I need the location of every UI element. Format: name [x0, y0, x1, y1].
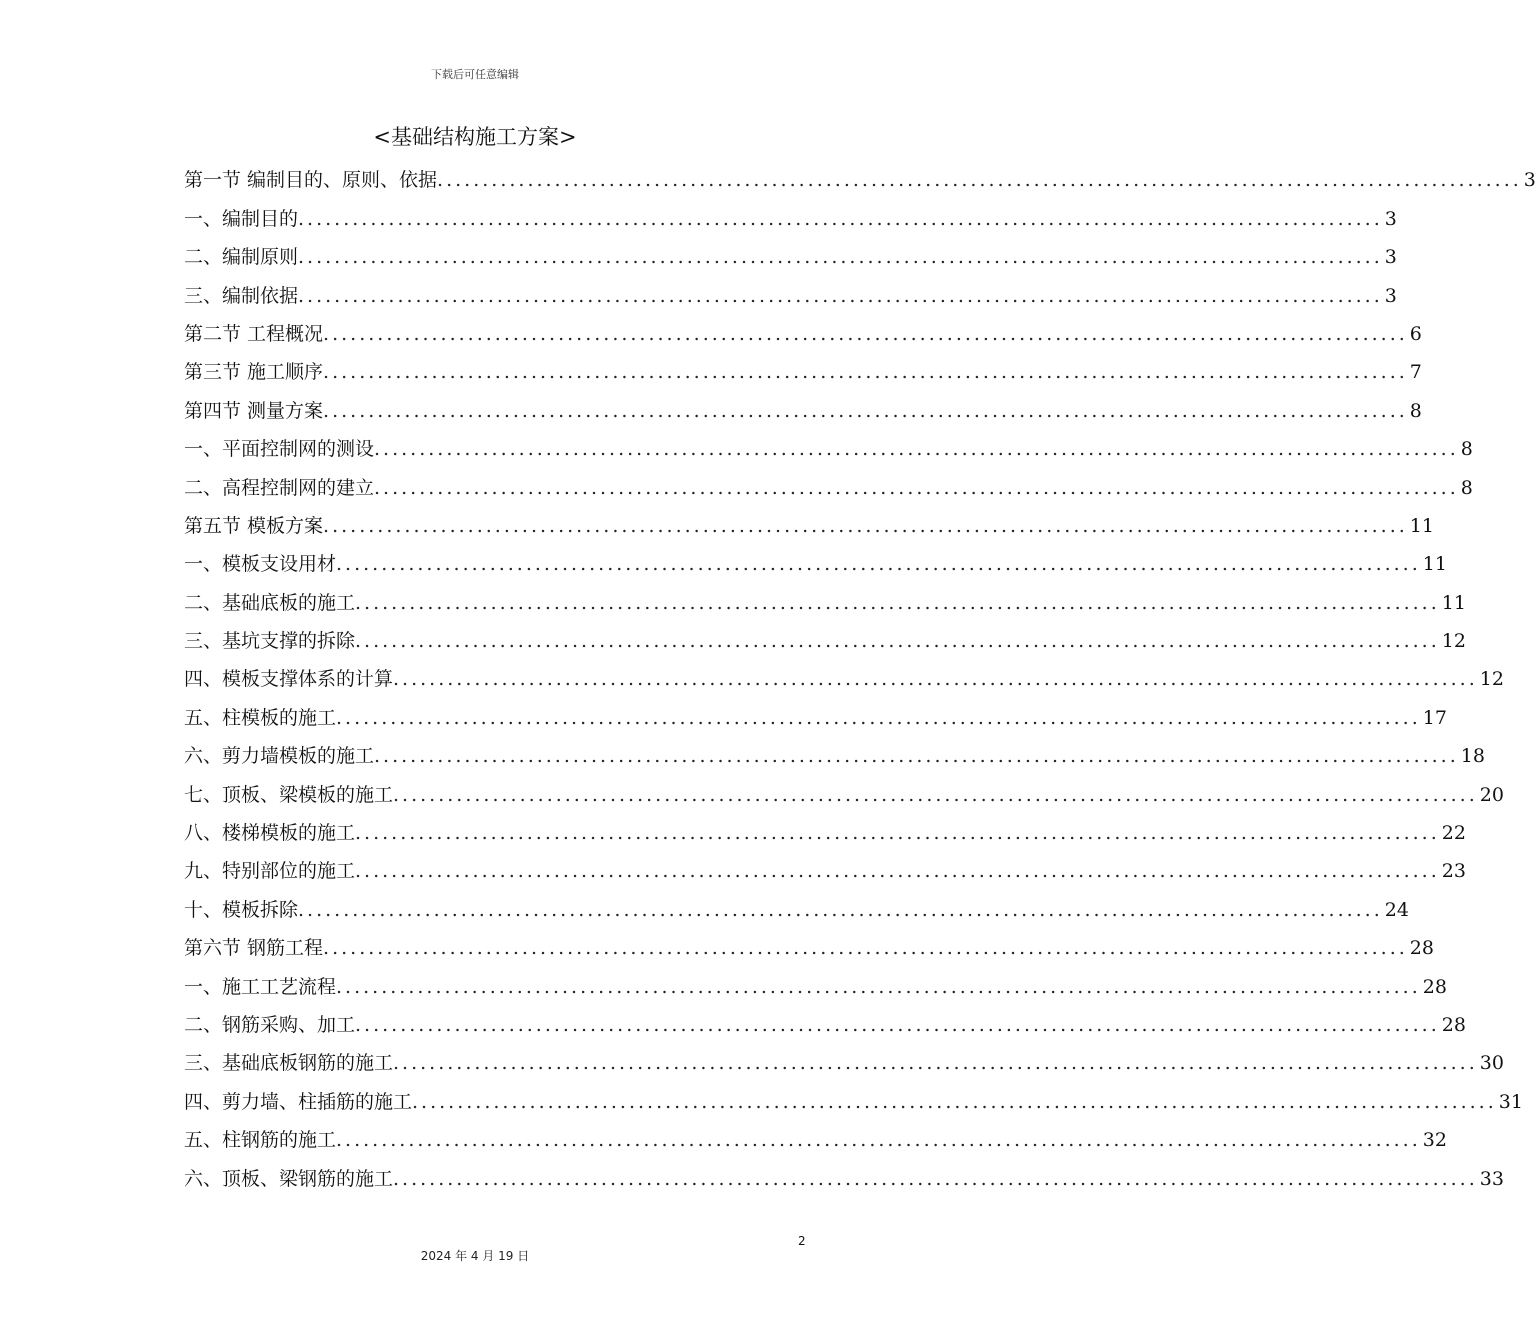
toc-dot-leader: ........................................................................................................................ — [336, 975, 1421, 998]
page-number: 2 — [798, 1234, 806, 1248]
toc-dot-leader: ........................................................................................................................ — [355, 630, 1440, 653]
toc-dot-leader: ........................................................................................................................ — [374, 476, 1459, 499]
toc-entry[interactable] — [184, 198, 1397, 236]
toc-dot-leader: ........................................................................................................................ — [374, 438, 1459, 461]
toc-dot-leader: ........................................................................................................................ — [298, 898, 1383, 921]
toc-entry[interactable] — [184, 697, 1447, 735]
toc-entry-label: 二、钢筋采购、加工 — [184, 1013, 356, 1036]
toc-entry-page: 8 — [1409, 399, 1422, 422]
toc-entry-page: 28 — [1441, 1013, 1466, 1036]
toc-entry-label: 二、高程控制网的建立 — [184, 476, 375, 499]
toc-entry[interactable] — [184, 1081, 1523, 1119]
toc-dot-leader: ........................................................................................................................ — [323, 322, 1408, 345]
toc-entry-page: 12 — [1479, 668, 1504, 691]
toc-entry-label: 三、编制依据 — [184, 284, 299, 307]
toc-entry-page: 6 — [1409, 322, 1422, 345]
toc-entry-label: 一、模板支设用材 — [184, 553, 337, 576]
toc-entry[interactable] — [184, 889, 1409, 927]
toc-entry-page: 8 — [1460, 438, 1473, 461]
toc-entry-label: 一、平面控制网的测设 — [184, 438, 375, 461]
toc-entry[interactable] — [184, 275, 1397, 313]
toc-entry-page: 3 — [1384, 284, 1397, 307]
toc-entry-page: 3 — [1523, 169, 1536, 192]
toc-entry[interactable] — [184, 928, 1434, 966]
toc-entry[interactable] — [184, 1158, 1504, 1196]
toc-entry[interactable] — [184, 813, 1466, 851]
toc-entry-page: 24 — [1384, 898, 1409, 921]
toc-entry-label: 三、基坑支撑的拆除 — [184, 630, 356, 653]
toc-entry[interactable] — [184, 966, 1447, 1004]
toc-entry[interactable] — [184, 1005, 1466, 1043]
toc-entry[interactable] — [184, 736, 1485, 774]
toc-entry-label: 四、剪力墙、柱插筋的施工 — [184, 1090, 413, 1113]
toc-entry-label: 三、基础底板钢筋的施工 — [184, 1052, 394, 1075]
toc-entry[interactable] — [184, 237, 1397, 275]
toc-entry-label: 九、特别部位的施工 — [184, 860, 356, 883]
toc-entry-label: 第三节 施工顺序 — [184, 361, 324, 384]
toc-entry[interactable] — [184, 659, 1504, 697]
toc-dot-leader: ........................................................................................................................ — [336, 706, 1421, 729]
toc-entry-page: 30 — [1479, 1052, 1504, 1075]
toc-entry[interactable] — [184, 314, 1422, 352]
toc-entry-label: 第二节 工程概况 — [184, 322, 324, 345]
toc-entry-label: 六、剪力墙模板的施工 — [184, 745, 375, 768]
toc-dot-leader: ........................................................................................................................ — [336, 553, 1421, 576]
toc-entry-page: 28 — [1409, 937, 1434, 960]
toc-entry[interactable] — [184, 160, 1536, 198]
toc-entry-page: 12 — [1441, 630, 1466, 653]
toc-dot-leader: ........................................................................................................................ — [323, 361, 1408, 384]
table-of-contents — [184, 160, 1536, 1197]
toc-entry-label: 五、柱模板的施工 — [184, 706, 337, 729]
toc-entry-page: 28 — [1422, 975, 1447, 998]
toc-entry-label: 第一节 编制目的、原则、依据 — [184, 169, 438, 192]
toc-entry[interactable] — [184, 851, 1466, 889]
toc-dot-leader: ........................................................................................................................ — [323, 514, 1408, 537]
toc-entry[interactable] — [184, 467, 1473, 505]
toc-entry[interactable] — [184, 352, 1422, 390]
toc-entry-label: 八、楼梯模板的施工 — [184, 822, 356, 845]
footer-date: 2024 年 4 月 19 日 — [420, 1249, 530, 1263]
toc-entry[interactable] — [184, 544, 1447, 582]
toc-entry[interactable] — [184, 1120, 1447, 1158]
toc-entry-page: 20 — [1479, 783, 1504, 806]
toc-entry-label: 第六节 钢筋工程 — [184, 937, 324, 960]
toc-entry-page: 3 — [1384, 246, 1397, 269]
toc-dot-leader: ........................................................................................................................ — [355, 591, 1440, 614]
toc-entry-page: 33 — [1479, 1167, 1504, 1190]
toc-entry-label: 六、顶板、梁钢筋的施工 — [184, 1167, 394, 1190]
toc-dot-leader: ........................................................................................................................ — [393, 1167, 1478, 1190]
toc-entry-label: 第四节 测量方案 — [184, 399, 324, 422]
toc-entry[interactable] — [184, 621, 1466, 659]
toc-entry[interactable] — [184, 429, 1473, 467]
toc-dot-leader: ........................................................................................................................ — [298, 284, 1383, 307]
toc-entry-page: 3 — [1384, 207, 1397, 230]
toc-entry-page: 31 — [1498, 1090, 1523, 1113]
document-title: <基础结构施工方案> — [373, 125, 577, 149]
toc-entry[interactable] — [184, 390, 1422, 428]
toc-entry[interactable] — [184, 1043, 1504, 1081]
toc-entry-page: 11 — [1441, 591, 1466, 614]
toc-dot-leader: ........................................................................................................................ — [355, 822, 1440, 845]
toc-dot-leader: ........................................................................................................................ — [393, 783, 1478, 806]
toc-entry-label: 二、编制原则 — [184, 246, 299, 269]
toc-dot-leader: ........................................................................................................................ — [374, 745, 1459, 768]
toc-entry-page: 32 — [1422, 1129, 1447, 1152]
toc-dot-leader: ........................................................................................................................ — [323, 937, 1408, 960]
toc-dot-leader: ........................................................................................................................ — [298, 246, 1383, 269]
toc-dot-leader: ........................................................................................................................ — [355, 1013, 1440, 1036]
toc-dot-leader: ........................................................................................................................ — [298, 207, 1383, 230]
header-note: 下载后可任意编辑 — [431, 68, 519, 81]
toc-entry-label: 四、模板支撑体系的计算 — [184, 668, 394, 691]
toc-dot-leader: ........................................................................................................................ — [393, 1052, 1478, 1075]
toc-dot-leader: ........................................................................................................................ — [412, 1090, 1497, 1113]
toc-entry-page: 8 — [1460, 476, 1473, 499]
toc-entry-label: 一、编制目的 — [184, 207, 299, 230]
toc-entry-page: 23 — [1441, 860, 1466, 883]
toc-entry[interactable] — [184, 774, 1504, 812]
toc-entry-page: 22 — [1441, 822, 1466, 845]
toc-dot-leader: ........................................................................................................................ — [323, 399, 1408, 422]
toc-entry[interactable] — [184, 582, 1466, 620]
toc-dot-leader: ........................................................................................................................ — [437, 169, 1522, 192]
toc-dot-leader: ........................................................................................................................ — [355, 860, 1440, 883]
toc-entry-page: 11 — [1422, 553, 1447, 576]
toc-entry-label: 一、施工工艺流程 — [184, 975, 337, 998]
toc-dot-leader: ........................................................................................................................ — [336, 1129, 1421, 1152]
toc-entry[interactable] — [184, 506, 1434, 544]
toc-entry-label: 五、柱钢筋的施工 — [184, 1129, 337, 1152]
toc-entry-page: 11 — [1409, 514, 1434, 537]
toc-entry-page: 17 — [1422, 706, 1447, 729]
toc-dot-leader: ........................................................................................................................ — [393, 668, 1478, 691]
toc-entry-label: 第五节 模板方案 — [184, 514, 324, 537]
toc-entry-label: 十、模板拆除 — [184, 898, 299, 921]
toc-entry-label: 二、基础底板的施工 — [184, 591, 356, 614]
toc-entry-label: 七、顶板、梁模板的施工 — [184, 783, 394, 806]
toc-entry-page: 18 — [1460, 745, 1485, 768]
toc-entry-page: 7 — [1409, 361, 1422, 384]
